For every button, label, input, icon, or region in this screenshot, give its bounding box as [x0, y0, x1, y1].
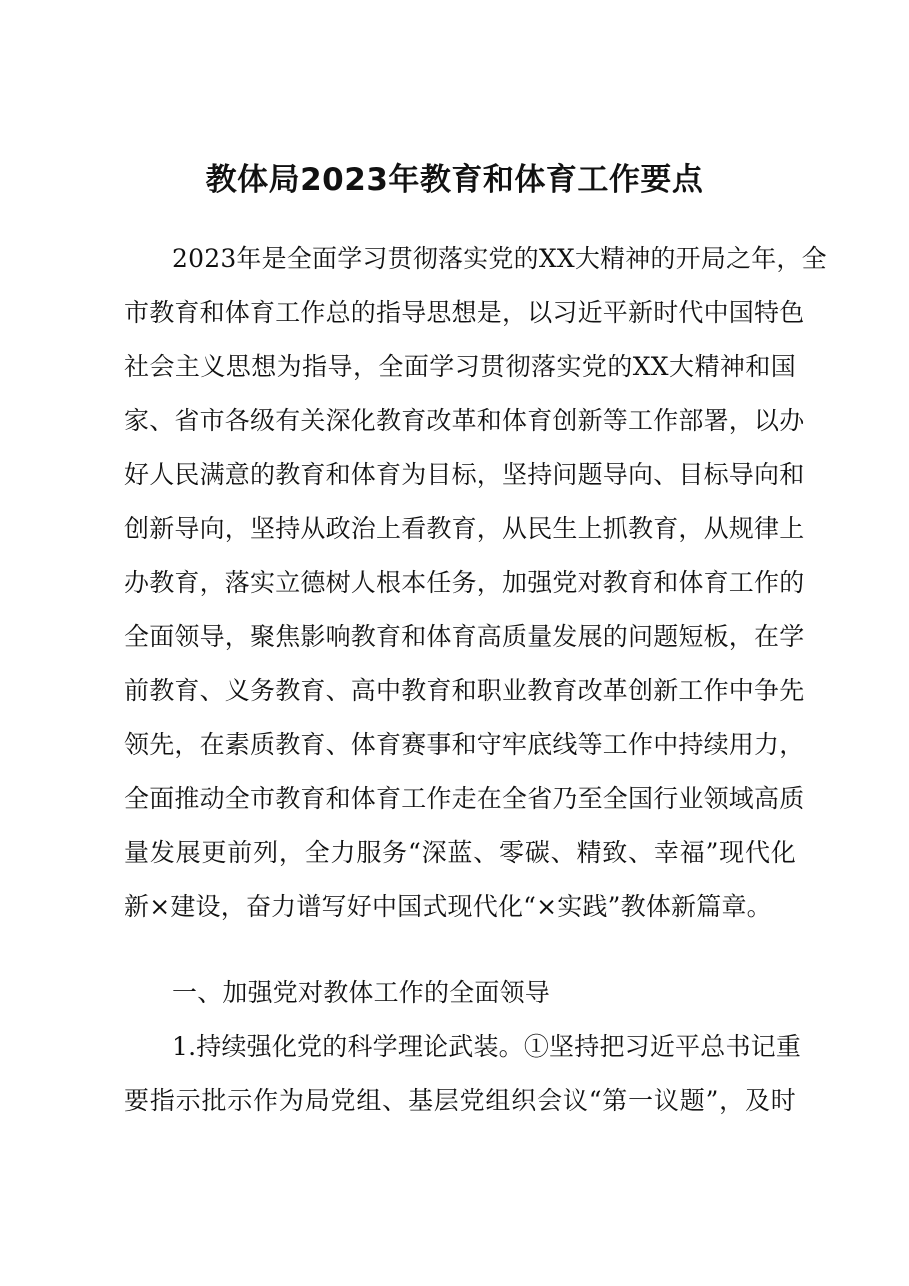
document-title: 教体局2023年教育和体育工作要点: [205, 162, 704, 198]
section-heading-text: 一、加强党对教体工作的全面领导: [172, 978, 551, 1007]
paragraph-line: 量发展更前列，全力服务“深蓝、零碳、精致、幸福”现代化: [124, 838, 796, 867]
paragraph-item-1: [124, 1020, 802, 1128]
paragraph-line: 好人民满意的教育和体育为目标，坚持问题导向、目标导向和: [124, 460, 805, 489]
paragraph-line: 办教育，落实立德树人根本任务，加强党对教育和体育工作的: [124, 568, 805, 597]
paragraph-line: 家、省市各级有关深化教育改革和体育创新等工作部署，以办: [124, 406, 805, 435]
paragraph-line: 领先，在素质教育、体育赛事和守牢底线等工作中持续用力，: [124, 730, 805, 759]
paragraph-line: 市教育和体育工作总的指导思想是，以习近平新时代中国特色: [124, 298, 805, 327]
paragraph-line: 1.持续强化党的科学理论武装。①坚持把习近平总书记重: [172, 1032, 802, 1061]
paragraph-line: 新×建设，奋力谱写好中国式现代化“×实践”教体新篇章。: [124, 892, 772, 921]
paragraph-line: 全面领导，聚焦影响教育和体育高质量发展的问题短板，在学: [124, 622, 805, 651]
paragraph-intro: [124, 232, 827, 934]
paragraph-line: 社会主义思想为指导，全面学习贯彻落实党的XX大精神和国: [124, 352, 796, 381]
paragraph-line: 2023年是全面学习贯彻落实党的XX大精神的开局之年，全: [172, 244, 827, 273]
paragraph-line: 要指示批示作为局党组、基层党组织会议“第一议题”，及时: [124, 1086, 796, 1115]
paragraph-line: 前教育、义务教育、高中教育和职业教育改革创新工作中争先: [124, 676, 805, 705]
paragraph-line: 全面推动全市教育和体育工作走在全省乃至全国行业领域高质: [124, 784, 805, 813]
paragraph-line: 创新导向，坚持从政治上看教育，从民生上抓教育，从规律上: [124, 514, 805, 543]
section-heading-1: [124, 966, 796, 1020]
